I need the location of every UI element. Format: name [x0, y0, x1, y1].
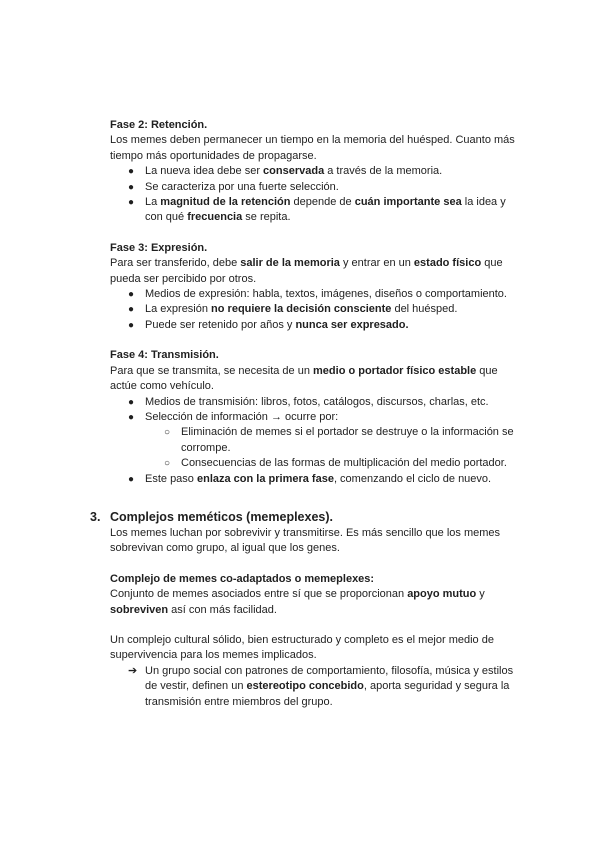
arrow-list — [110, 664, 522, 710]
section-number: 3. — [90, 509, 101, 524]
list-subitem: ○ Eliminación de memes si el portador se destruye o la información se corrompe. — [164, 426, 514, 454]
fase3-intro: Para ser transferido, debe salir de la memoria y entrar en un estado físico que pueda ser percibido por otros. — [110, 257, 503, 285]
bullet-icon: ● — [128, 319, 135, 331]
list-item: ● Medios de expresión: habla, textos, imágenes, diseños o comportamiento. — [110, 287, 522, 302]
fase4-title: Fase 4: Transmisión. — [110, 349, 219, 362]
bullet-icon: ● — [128, 304, 135, 316]
bullet-icon: ● — [128, 166, 135, 178]
document-content — [90, 118, 522, 710]
list-item: ● Se caracteriza por una fuerte selección. — [110, 180, 522, 195]
memeplex-subtitle: Complejo de memes co-adaptados o memeplexes: — [110, 572, 375, 585]
list-item: ● Este paso enlaza con la primera fase, comenzando el ciclo de nuevo. — [110, 472, 522, 487]
list-item: ● Medios de transmisión: libros, fotos, catálogos, discursos, charlas, etc. — [110, 395, 522, 410]
bullet-icon: ● — [128, 396, 135, 408]
list-item: ● La magnitud de la retención depende de cuán importante sea la idea y con qué frecuencia se repita. — [128, 196, 506, 224]
list-item: ● Puede ser retenido por años y nunca ser expresado. — [110, 318, 522, 333]
section-title: Complejos meméticos (memeplexes). — [110, 509, 333, 524]
arrow-right-icon: ➔ — [128, 664, 138, 677]
list-item: ● La nueva idea debe ser conservada a través de la memoria. — [110, 164, 522, 179]
list-subitem: ○ Consecuencias de las formas de multiplicación del medio portador. — [110, 456, 522, 471]
section3-intro: Los memes luchan por sobrevivir y transmitirse. Es más sencillo que los memes sobrevivan como grupo, al igual que los genes. — [110, 526, 501, 555]
circle-bullet-icon: ○ — [164, 427, 171, 439]
fase2-intro: Los memes deben permanecer un tiempo en la memoria del huésped. Cuanto más tiempo más oportunidades de propagarse. — [110, 134, 515, 162]
bullet-icon: ● — [128, 289, 135, 301]
bullet-icon: ● — [128, 473, 135, 485]
list-item: ➔ Un grupo social con patrones de comportamiento, filosofía, música y estilos de vestir, definen un estereotipo concebido, aporta seguridad y segura la transmisión entre miembros del grupo. — [128, 664, 514, 708]
list-item: ● Selección de información → ocurre por: — [110, 410, 522, 425]
fase4-list — [110, 395, 522, 487]
bullet-icon: ● — [128, 197, 135, 209]
memeplex-definition: Conjunto de memes asociados entre sí que se proporcionan apoyo mutuo y sobreviven así con más facilidad. — [110, 588, 485, 616]
list-item: ● La expresión no requiere la decisión consciente del huésped. — [110, 302, 522, 317]
bullet-icon: ● — [128, 181, 135, 193]
fase3-title: Fase 3: Expresión. — [110, 241, 208, 254]
bullet-icon: ● — [128, 411, 135, 423]
fase4-intro: Para que se transmita, se necesita de un medio o portador físico estable que actúe como vehículo. — [110, 364, 498, 393]
cultural-complex-paragraph: Un complejo cultural sólido, bien estructurado y completo es el mejor medio de supervivencia para los memes implicados. — [110, 633, 494, 662]
section-3-heading — [90, 509, 522, 526]
fase2-title: Fase 2: Retención. — [110, 119, 208, 131]
fase3-list — [110, 287, 522, 333]
circle-bullet-icon: ○ — [164, 458, 171, 470]
fase2-list — [110, 164, 522, 226]
